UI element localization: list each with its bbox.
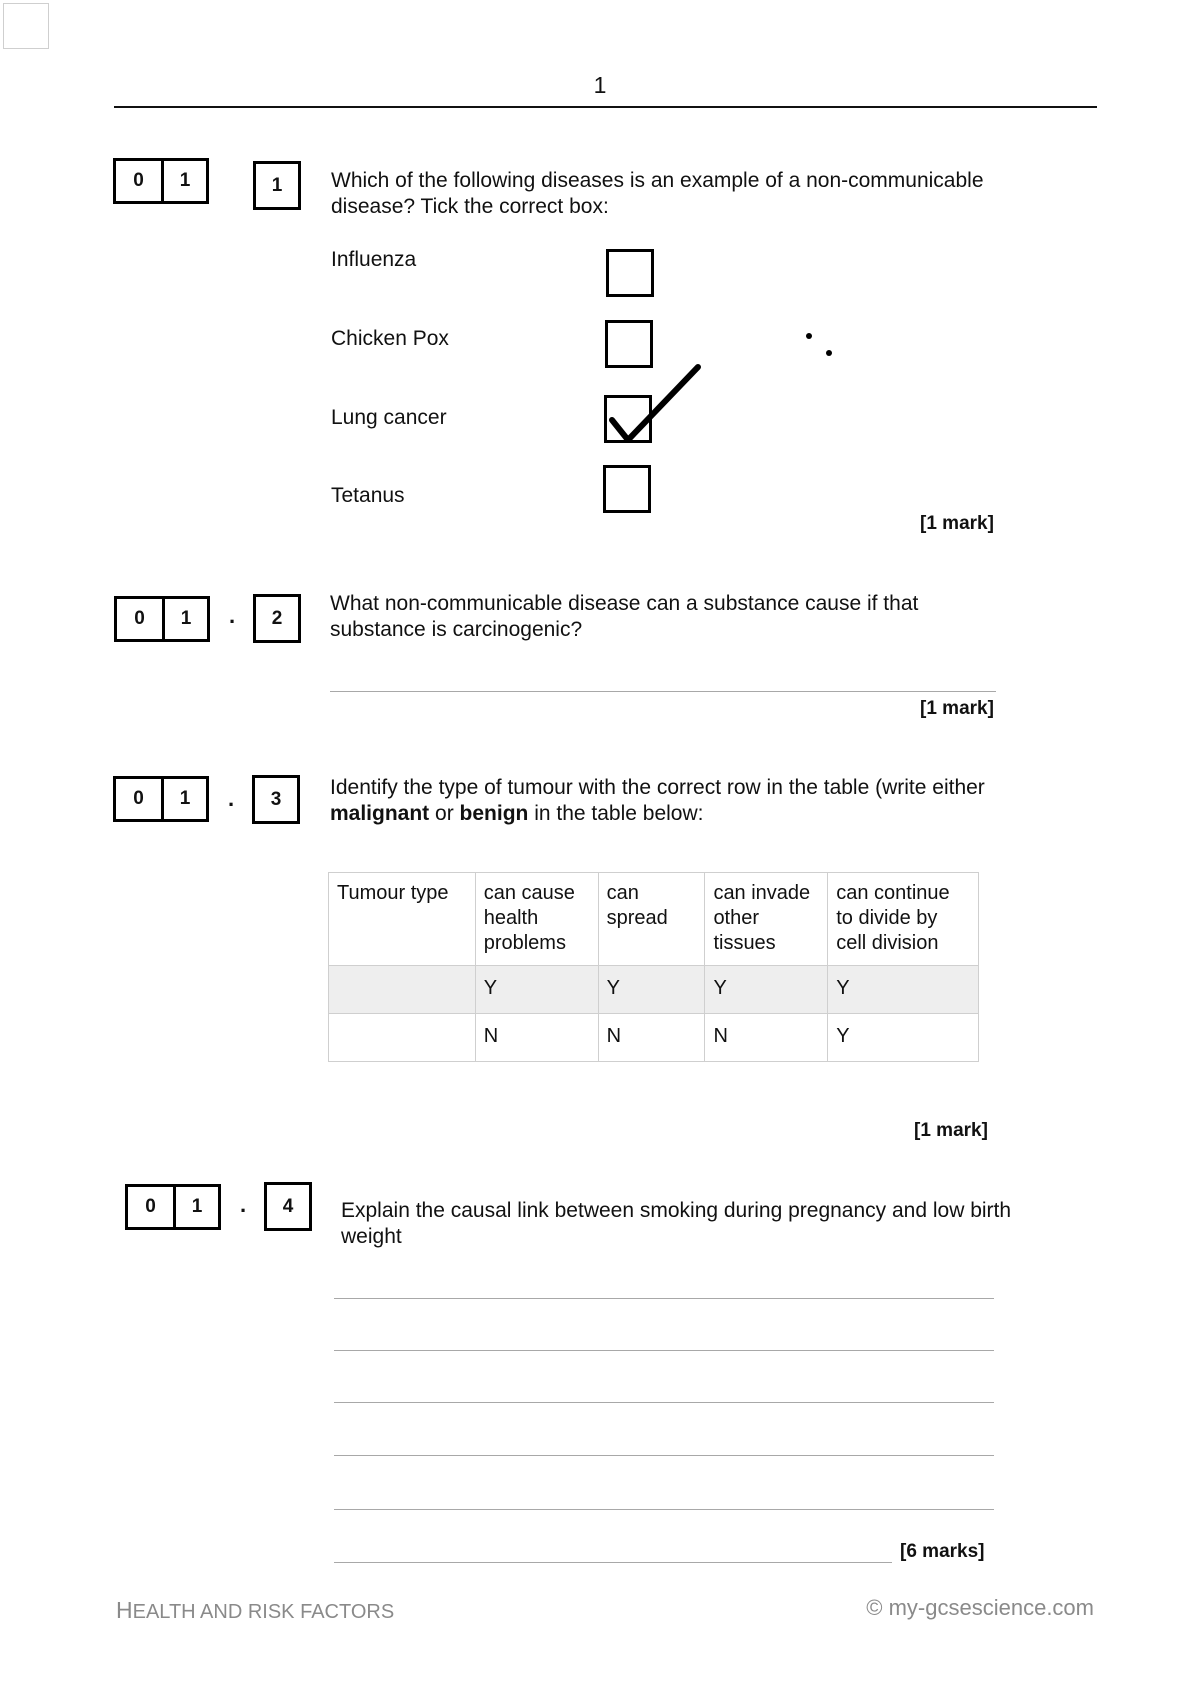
stray-mark: [806, 333, 812, 339]
tumour-type-cell[interactable]: [329, 1014, 476, 1062]
subquestion-number-box: 2: [253, 594, 301, 643]
question-text: Explain the causal link between smoking during pregnancy and low birth weight: [341, 1199, 1012, 1248]
table-cell: N: [705, 1014, 828, 1062]
answer-line[interactable]: [334, 1350, 994, 1351]
table-cell: N: [475, 1014, 598, 1062]
table-row: [329, 1014, 979, 1062]
table-cell: Y: [828, 966, 979, 1014]
marks-label: [1 mark]: [920, 698, 994, 719]
table-header: can continue to divide by cell division: [828, 873, 979, 966]
footer-topic: HEALTH AND RISK FACTORS: [116, 1597, 395, 1623]
option-label-lung-cancer: Lung cancer: [331, 406, 447, 429]
marks-label: [1 mark]: [920, 513, 994, 534]
question-number-box: [113, 158, 209, 204]
option-label-influenza: Influenza: [331, 248, 417, 271]
question-number-box: [113, 776, 209, 822]
answer-line[interactable]: [334, 1402, 994, 1403]
answer-line[interactable]: [334, 1562, 892, 1563]
tick-box-tetanus[interactable]: [603, 465, 651, 513]
table-header-row: [329, 873, 979, 966]
table-cell: Y: [828, 1014, 979, 1062]
question-digit: 1: [162, 599, 207, 639]
table-cell: Y: [705, 966, 828, 1014]
corner-frame: [3, 3, 49, 49]
question-separator: .: [228, 786, 235, 811]
marks-label: [6 marks]: [900, 1541, 985, 1562]
header-rule: [114, 106, 1097, 108]
question-digit: 0: [133, 788, 144, 809]
question-digit: 1: [161, 161, 206, 201]
marks-label: [1 mark]: [914, 1120, 988, 1141]
table-cell: Y: [598, 966, 705, 1014]
table-cell: Y: [475, 966, 598, 1014]
checkmark-icon: [600, 360, 710, 445]
question-text: Identify the type of tumour with the correct row in the table (write either malignant or benign in the table below:: [330, 776, 985, 825]
question-separator: .: [240, 1192, 247, 1217]
term-benign: benign: [459, 802, 529, 825]
option-label-tetanus: Tetanus: [331, 484, 405, 507]
question-text: What non-communicable disease can a substance cause if that substance is carcinogenic?: [330, 592, 919, 641]
question-number-box: [125, 1184, 221, 1230]
answer-line[interactable]: [330, 691, 996, 692]
table-header: can invade other tissues: [705, 873, 828, 966]
table-header: can cause health problems: [475, 873, 598, 966]
term-malignant: malignant: [330, 802, 430, 825]
answer-line[interactable]: [334, 1298, 994, 1299]
footer-copyright: © my-gcsescience.com: [866, 1595, 1094, 1620]
table-cell: N: [598, 1014, 705, 1062]
question-digit: 0: [145, 1196, 156, 1217]
question-digit: 0: [134, 608, 145, 629]
answer-line[interactable]: [334, 1455, 994, 1456]
subquestion-number-box: 3: [252, 775, 300, 824]
stray-mark: [826, 350, 832, 356]
answer-line[interactable]: [334, 1509, 994, 1510]
tumour-type-cell[interactable]: [329, 966, 476, 1014]
question-digit: 1: [161, 779, 206, 819]
question-text: Which of the following diseases is an example of a non-communicable disease? Tick the correct box:: [331, 169, 984, 218]
table-row: [329, 966, 979, 1014]
tumour-table: [328, 872, 979, 1062]
tick-box-influenza[interactable]: [606, 249, 654, 297]
question-digit: 0: [133, 170, 144, 191]
table-header: Tumour type: [329, 873, 476, 966]
table-header: can spread: [598, 873, 705, 966]
question-digit: 1: [173, 1187, 218, 1227]
question-separator: .: [229, 603, 236, 628]
question-number-box: [114, 596, 210, 642]
option-label-chicken-pox: Chicken Pox: [331, 327, 449, 350]
subquestion-number-box: 1: [253, 161, 301, 210]
subquestion-number-box: 4: [264, 1182, 312, 1231]
page-number: 1: [593, 72, 607, 98]
